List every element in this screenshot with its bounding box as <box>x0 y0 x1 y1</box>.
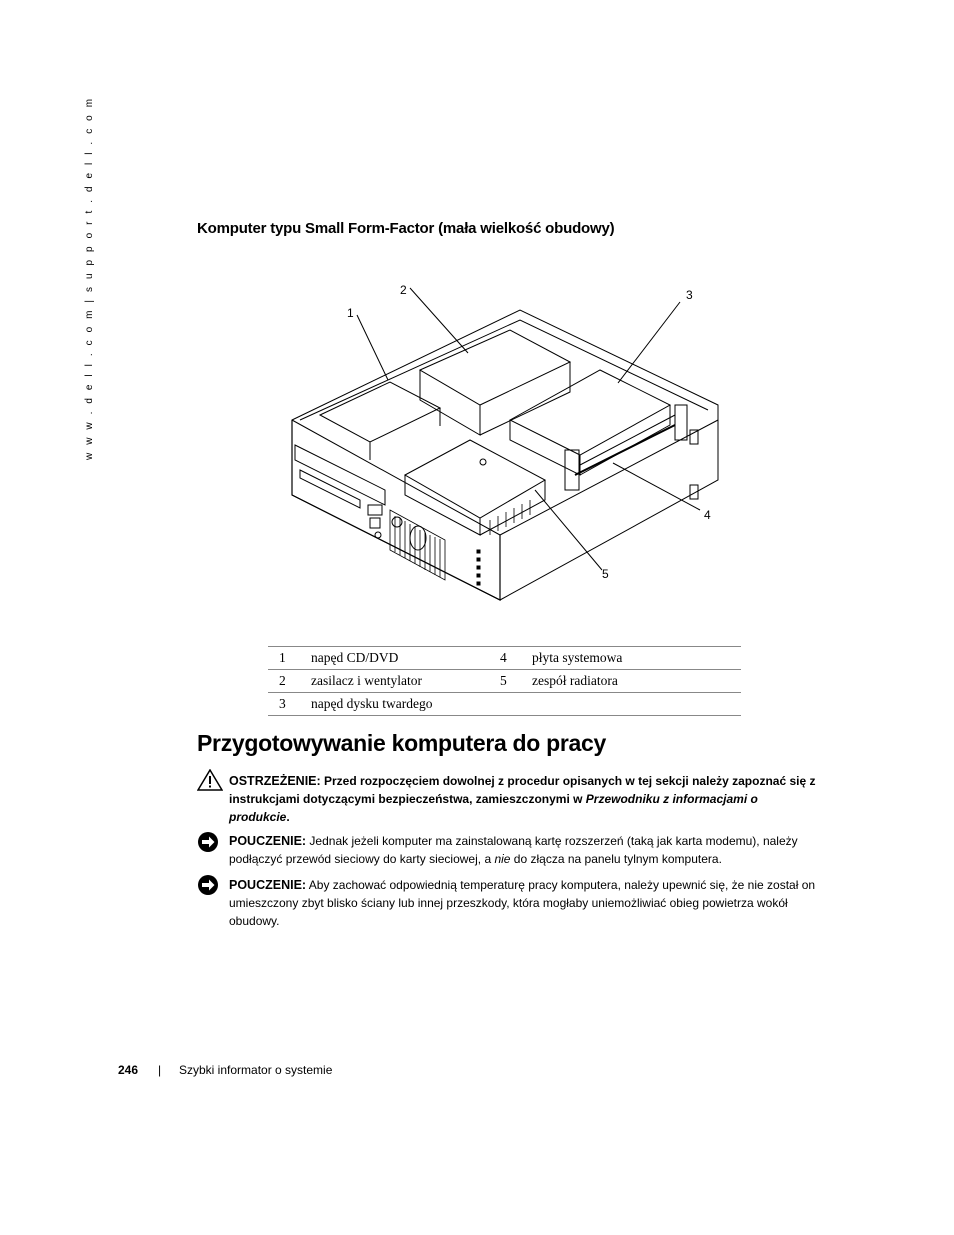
side-url-text: w w w . d e l l . c o m | s u p p o r t . d e l l . c o m <box>84 96 95 460</box>
callout-4: 4 <box>704 508 711 522</box>
notice-2-text: Aby zachować odpowiednią temperaturę pracy komputera, należy upewnić się, że nie został on umieszczony zbyt blisko ściany lub innej przeszkody, która mogłaby uniemożliwiać obieg powietrza wokół obudowy. <box>229 878 816 928</box>
legend-label: płyta systemowa <box>532 647 741 670</box>
warning-text: Przed rozpoczęciem dowolnej z procedur opisanych w tej sekcji należy zapoznać się z instrukcjami dotyczącymi bezpieczeństwa, zamieszczonymi w <box>229 774 816 806</box>
computer-diagram <box>280 280 730 620</box>
footer-separator: | <box>158 1063 162 1077</box>
page-number: 246 <box>118 1063 139 1077</box>
callout-5: 5 <box>602 567 609 581</box>
notice-1-label: POUCZENIE: <box>229 834 307 848</box>
main-heading: Przygotowywanie komputera do pracy <box>197 730 607 756</box>
callout-3: 3 <box>686 288 693 302</box>
legend-label: napęd dysku twardego <box>311 693 489 716</box>
legend-number <box>489 693 532 716</box>
notice-1-italic-text: nie <box>494 852 511 866</box>
legend-number: 1 <box>268 647 311 670</box>
notice-1-text-end: do złącza na panelu tylnym komputera. <box>510 852 722 866</box>
section-title: Komputer typu Small Form-Factor (mała wielkość obudowy) <box>197 220 615 237</box>
legend-label: zasilacz i wentylator <box>311 670 489 693</box>
legend-number: 2 <box>268 670 311 693</box>
footer-title: Szybki informator o systemie <box>179 1063 333 1077</box>
legend-label: napęd CD/DVD <box>311 647 489 670</box>
legend-number: 5 <box>489 670 532 693</box>
legend-label <box>532 693 741 716</box>
legend-label: zespół radiatora <box>532 670 741 693</box>
legend-table <box>268 646 741 716</box>
table-row <box>268 647 741 670</box>
notice-2-label: POUCZENIE: <box>229 878 307 892</box>
notice-1-text: Jednak jeżeli komputer ma zainstalowaną kartę rozszerzeń (taką jak karta modemu), należy podłączyć przewód sieciowy do karty sieciowej, a <box>229 834 798 866</box>
notice-arrow-icon <box>197 874 219 901</box>
notice-2 <box>229 876 819 930</box>
legend-number: 3 <box>268 693 311 716</box>
warning-triangle-icon <box>197 769 223 796</box>
callout-1: 1 <box>347 306 354 320</box>
warning-text-end: . <box>286 810 290 824</box>
side-url <box>84 96 98 462</box>
warning-label: OSTRZEŻENIE: <box>229 774 321 788</box>
warning-note <box>229 772 819 826</box>
legend-number: 4 <box>489 647 532 670</box>
table-row <box>268 670 741 693</box>
notice-arrow-icon <box>197 831 219 858</box>
warning-italic-text: Przewodniku z informacjami o produkcie <box>229 792 758 824</box>
callout-2: 2 <box>400 283 407 297</box>
computer-illustration <box>280 280 730 620</box>
table-row <box>268 693 741 716</box>
notice-1 <box>229 832 819 868</box>
